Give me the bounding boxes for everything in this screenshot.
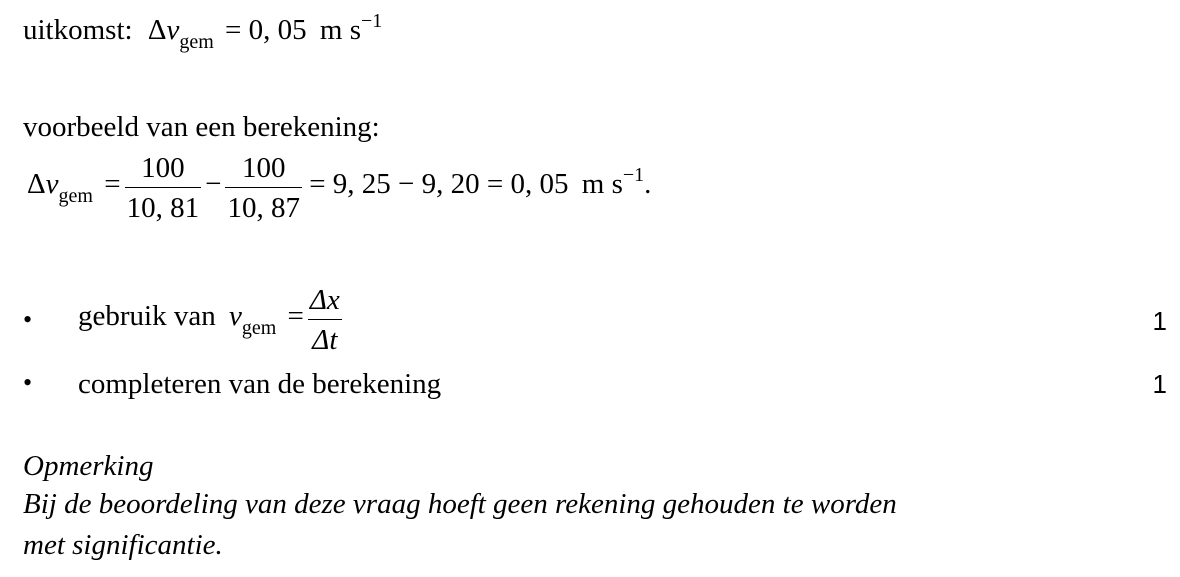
example-equation [27, 152, 652, 224]
equals-sign: = [287, 300, 304, 333]
example-exp: −1 [622, 164, 645, 187]
fraction-1-denominator: 10, 81 [125, 187, 202, 223]
fraction-2 [225, 154, 302, 223]
example-var: v [45, 168, 59, 201]
example-unit: m s [581, 168, 623, 201]
bullet-2: • [23, 368, 33, 397]
result-var: v [166, 14, 180, 46]
result-sub: gem [179, 31, 214, 53]
score-1: 1 [1152, 306, 1167, 336]
example-period: . [644, 168, 652, 201]
delta-symbol: Δ [147, 14, 167, 46]
result-exp: −1 [361, 10, 383, 32]
example-heading: voorbeeld van een berekening: [23, 111, 380, 143]
criterion-1-fraction [308, 286, 342, 355]
criterion-1-text: gebruik van [78, 300, 216, 333]
result-unit: m s [319, 14, 361, 46]
fraction-1-numerator: 100 [141, 152, 185, 184]
remark-line-2: met significantie. [23, 529, 223, 561]
criterion-1-denominator: Δt [308, 319, 342, 355]
result-line [23, 10, 383, 53]
remark-line-1: Bij de beoordeling van deze vraag hoeft geen rekening gehouden te worden [23, 488, 897, 520]
minus-sign: − [205, 168, 222, 201]
criterion-1-var: v [228, 300, 242, 333]
score-2: 1 [1152, 369, 1167, 399]
remark-title: Opmerking [23, 450, 154, 482]
example-rest: = 9, 25 − 9, 20 = 0, 05 [309, 168, 569, 201]
result-label: uitkomst: [23, 14, 133, 46]
fraction-2-denominator: 10, 87 [225, 187, 302, 223]
criterion-1 [78, 284, 342, 356]
example-sub: gem [58, 185, 93, 208]
equals-sign: = [104, 168, 121, 201]
delta-symbol: Δ [27, 168, 46, 201]
fraction-1 [125, 154, 202, 223]
result-value: = 0, 05 [225, 14, 307, 46]
criterion-1-sub: gem [241, 317, 277, 340]
criterion-2-text: completeren van de berekening [78, 368, 442, 400]
criterion-1-numerator: Δx [309, 284, 340, 316]
fraction-2-numerator: 100 [241, 152, 286, 184]
bullet-1: • [23, 305, 33, 334]
